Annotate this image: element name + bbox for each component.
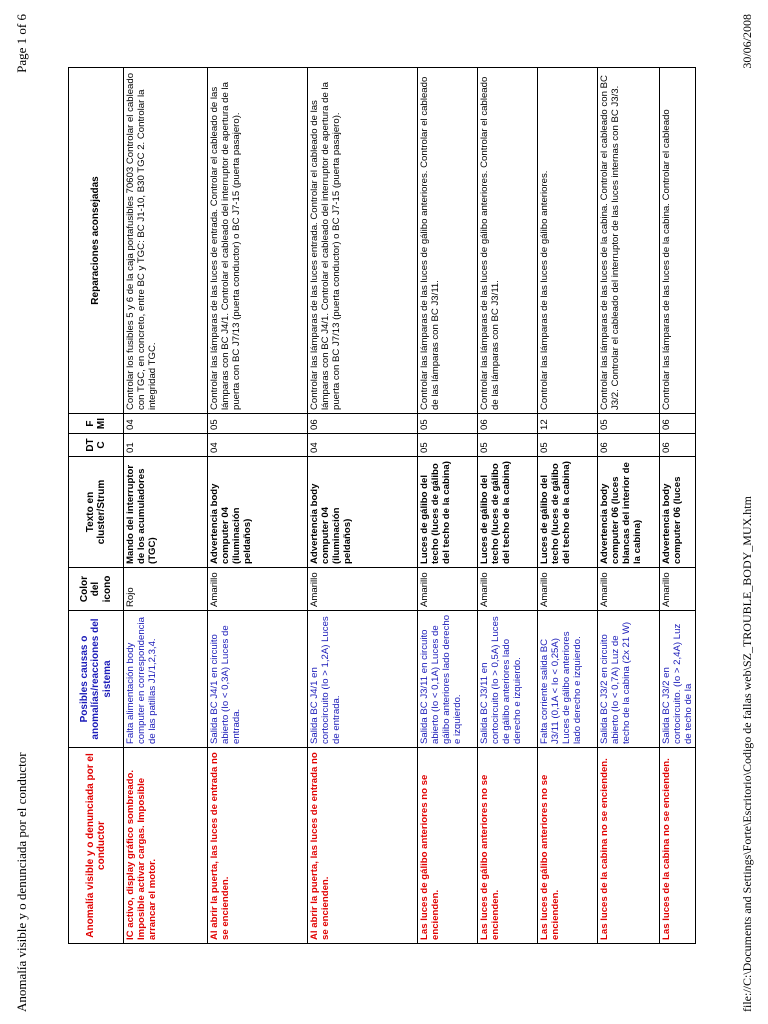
cell-cluster-text: Mando del interruptor de los acumuladores (TGC) bbox=[124, 457, 208, 568]
table-header-row bbox=[69, 68, 124, 944]
cell-fmi: 04 bbox=[124, 414, 208, 434]
table-row bbox=[208, 68, 308, 944]
cell-dtc: 01 bbox=[124, 434, 208, 457]
cell-cause: Salida BC J3/11 en cortocircuito (Io > 0,5A) Luces de gálibo anteriores lado derecho e izquierdo. bbox=[478, 611, 538, 748]
footer-file-path: file://C:\Documents and Settings\Forte\Escritorio\Codigo de fallas web\SZ_TROUBLE_BODY_MUX.htm bbox=[740, 496, 754, 1012]
cell-dtc: 05 bbox=[418, 434, 478, 457]
header-repairs: Reparaciones aconsejadas bbox=[69, 68, 124, 414]
cell-icon-color: Amarillo bbox=[418, 568, 478, 611]
header-fmi: FMI bbox=[69, 414, 124, 434]
cell-anomaly: Las luces de gálibo anteriores no se encienden. bbox=[478, 748, 538, 944]
cell-icon-color: Amarillo bbox=[308, 568, 418, 611]
cell-repair: Controlar las lámparas de las luces de la cabina. Controlar el cableado con BC J3/2. Controlar el cableado del interruptor de las luces internas con BC J3/3. bbox=[598, 68, 660, 414]
cell-anomaly: IC activo, display gráfico sombreado. Imposible activar cargas. Imposible arrancar el motor. bbox=[124, 748, 208, 944]
header-causes: Posibles causas o anomalías/reacciones del sistema bbox=[69, 611, 124, 748]
table-row bbox=[124, 68, 208, 944]
cell-dtc: 04 bbox=[308, 434, 418, 457]
cell-repair: Controlar las lámparas de las luces de la cabina. Controlar el cableado bbox=[660, 68, 696, 414]
table-row bbox=[478, 68, 538, 944]
cell-dtc: 05 bbox=[478, 434, 538, 457]
cell-cause: Salida BC J4/1 en cortocircuito (Io > 1,2A) Luces de entrada. bbox=[308, 611, 418, 748]
page-number: Page 1 of 6 bbox=[14, 14, 29, 73]
table-row bbox=[418, 68, 478, 944]
cell-icon-color: Rojo bbox=[124, 568, 208, 611]
cell-fmi: 12 bbox=[538, 414, 598, 434]
cell-fmi: 06 bbox=[308, 414, 418, 434]
cell-anomaly: Al abrir la puerta, las luces de entrada no se encienden. bbox=[308, 748, 418, 944]
footer-date: 30/06/2008 bbox=[740, 14, 754, 69]
cell-icon-color: Amarillo bbox=[598, 568, 660, 611]
cell-cause: Salida BC J4/1 en circuito abierto (Io < 0,3A) Luces de entrada. bbox=[208, 611, 308, 748]
cell-cluster-text: Advertencia body computer 04 (iluminación peldaños) bbox=[308, 457, 418, 568]
cell-fmi: 05 bbox=[598, 414, 660, 434]
cell-icon-color: Amarillo bbox=[538, 568, 598, 611]
cell-cluster-text: Luces de gálibo del techo (luces de gálibo del techo de la cabina) bbox=[538, 457, 598, 568]
cell-dtc: 05 bbox=[538, 434, 598, 457]
cell-repair: Controlar las lámparas de las luces de gálibo anteriores. bbox=[538, 68, 598, 414]
cell-fmi: 06 bbox=[660, 414, 696, 434]
cell-repair: Controlar las lámparas de las luces entrada. Controlar el cableado de las lámparas con BC J4/1. Controlar el cableado del interruptor de apertura de la puerta con BC J7/13 (puerta conductor) o BC J7-15 (puerta pasajero). bbox=[308, 68, 418, 414]
header-icon-color: Color del icono bbox=[69, 568, 124, 611]
cell-anomaly: Al abrir la puerta, las luces de entrada no se encienden. bbox=[208, 748, 308, 944]
header-dtc: DTC bbox=[69, 434, 124, 457]
cell-cluster-text: Advertencia body computer 04 (iluminación peldaños) bbox=[208, 457, 308, 568]
cell-icon-color: Amarillo bbox=[478, 568, 538, 611]
cell-cause: Falta corriente salida BC J3/11 (0,1A < Io < 0,25A) Luces de gálibo anteriores lado derecho e izquierdo. bbox=[538, 611, 598, 748]
cell-cluster-text: Advertencia body computer 06 (luces bbox=[660, 457, 696, 568]
table-row bbox=[598, 68, 660, 944]
cell-repair: Controlar las lámparas de las luces de entrada. Controlar el cableado de las lámparas con BC J4/1. Controlar el cableado del interruptor de apertura de la puerta con BC J7/13 (puerta conductor) o BC J7-15 (puerta pasajero). bbox=[208, 68, 308, 414]
cell-repair: Controlar los fusibles 5 y 6 de la caja portafusibles 70603 Controlar el cableado con TGC, en concreto, entre BC y TGC: BC J1-10, B30 TGC 2. Controlar la integridad TGC. bbox=[124, 68, 208, 414]
cell-cause: Salida BC J3/2 en circuito abierto (Io < 0,7A) Luz de techo de la cabina (2x 21 W) bbox=[598, 611, 660, 748]
cell-icon-color: Amarillo bbox=[660, 568, 696, 611]
cell-dtc: 04 bbox=[208, 434, 308, 457]
fault-code-table bbox=[68, 67, 696, 944]
document-header-title: Anomalía visible y o denunciada por el conductor bbox=[14, 752, 29, 1012]
cell-dtc: 06 bbox=[598, 434, 660, 457]
cell-anomaly: Las luces de la cabina no se encienden. bbox=[598, 748, 660, 944]
cell-fmi: 06 bbox=[478, 414, 538, 434]
table-row bbox=[308, 68, 418, 944]
cell-repair: Controlar las lámparas de las luces de gálibo anteriores. Controlar el cableado de las lámparas con BC J3/11. bbox=[478, 68, 538, 414]
cell-dtc: 06 bbox=[660, 434, 696, 457]
cell-cause: Falta alimentación body computer en correspondencia de las patillas J1/1,2,3,4. bbox=[124, 611, 208, 748]
header-cluster-text: Texto en cluster/Strum bbox=[69, 457, 124, 568]
cell-fmi: 05 bbox=[208, 414, 308, 434]
cell-fmi: 05 bbox=[418, 414, 478, 434]
cell-icon-color: Amarillo bbox=[208, 568, 308, 611]
cell-cluster-text: Luces de gálibo del techo (luces de gálibo del techo de la cabina) bbox=[478, 457, 538, 568]
cell-anomaly: Las luces de gálibo anteriores no se encienden. bbox=[418, 748, 478, 944]
table-row bbox=[538, 68, 598, 944]
cell-anomaly: Las luces de gálibo anteriores no se encienden. bbox=[538, 748, 598, 944]
cell-cluster-text: Luces de gálibo del techo (luces de gálibo del techo de la cabina) bbox=[418, 457, 478, 568]
cell-cause: Salida BC J3/2 en cortocircuito. (Io > 2,4A) Luz de techo de la bbox=[660, 611, 696, 748]
header-anomaly: Anomalía visible y o denunciada por el conductor bbox=[69, 748, 124, 944]
cell-anomaly: Las luces de la cabina no se encienden. bbox=[660, 748, 696, 944]
cell-cluster-text: Advertencia body computer 06 (luces blancas del interior de la cabina) bbox=[598, 457, 660, 568]
cell-repair: Controlar las lámparas de las luces de gálibo anteriores. Controlar el cableado de las lámparas con BC J3/11. bbox=[418, 68, 478, 414]
cell-cause: Salida BC J3/11 en circuito abierto (Io < 0,1A) Luces de gálibo anteriores lado derecho e izquierdo. bbox=[418, 611, 478, 748]
table-row bbox=[660, 68, 696, 944]
